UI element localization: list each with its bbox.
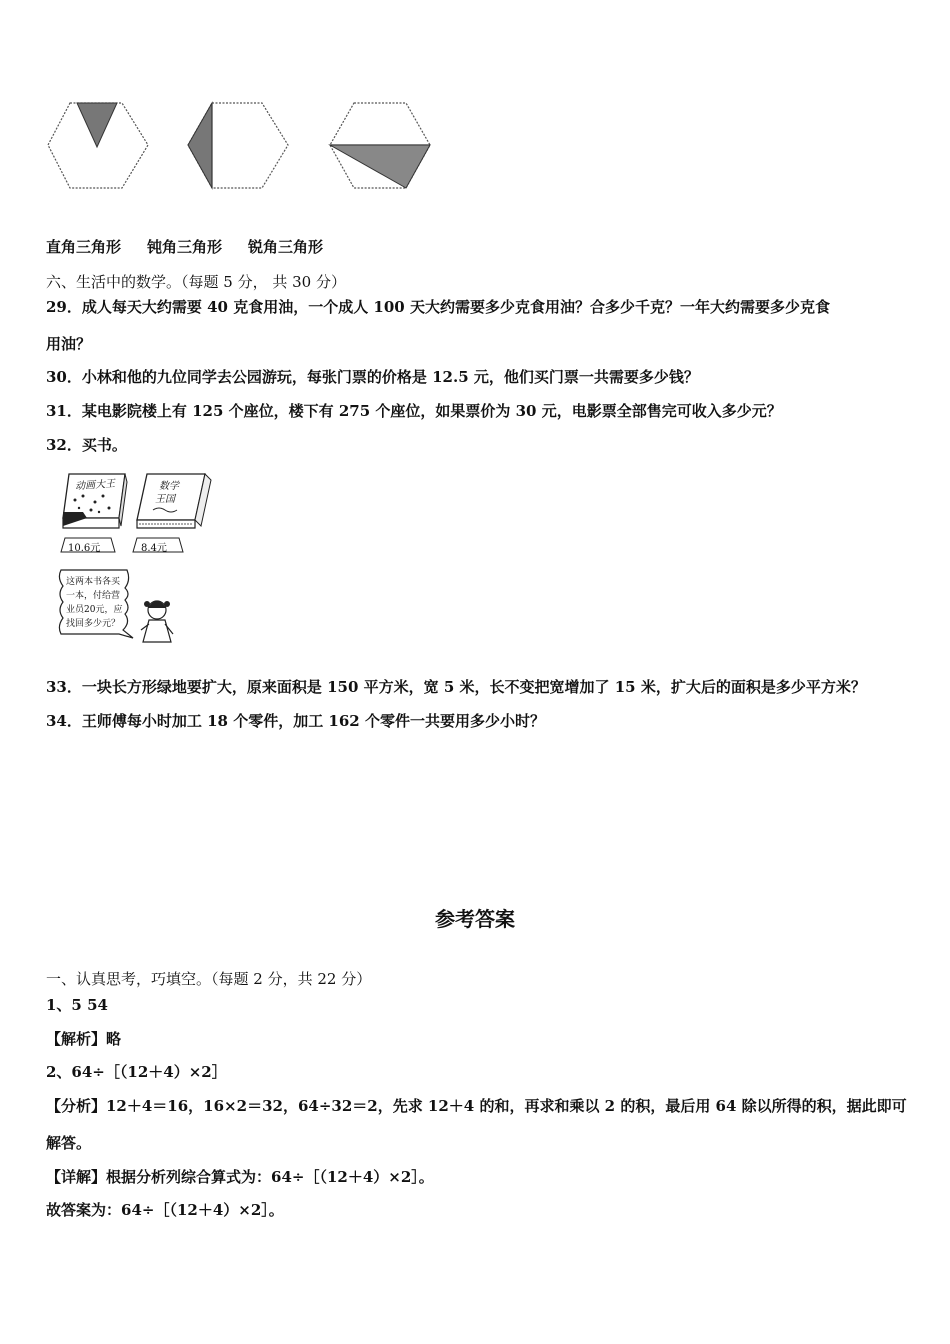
speech-bubble-illustration: [55, 566, 185, 648]
shaded-triangle-3: [330, 145, 430, 188]
question-30: 30．小林和他的九位同学去公园游玩，每张门票的价格是 12.5 元，他们买门票一共需要多少钱？: [46, 368, 699, 386]
triangle-label-right: 直角三角形: [46, 238, 122, 256]
answer-2-analysis: 【分析】12＋4＝16，16×2＝32，64÷32＝2，先求 12＋4 的和，再求和乘以 2 的积，最后用 64 除以所得的积，据此即可: [46, 1097, 907, 1115]
hexagon-3: [330, 103, 430, 188]
bubble-line-4: 找回多少元？: [66, 619, 121, 629]
triangle-labels: [46, 236, 349, 257]
question-33: 33．一块长方形绿地要扩大，原来面积是 150 平方米，宽 5 米，长不变把宽增加了 15 米，扩大后的面积是多少平方米？: [46, 678, 866, 696]
answers-section1-heading: 一、认真思考，巧填空。（每题 2 分，共 22 分）: [46, 970, 372, 988]
answers-title: 参考答案: [435, 907, 515, 931]
shaded-triangle-2: [188, 103, 212, 188]
books-illustration: [55, 466, 225, 558]
question-31: 31．某电影院楼上有 125 个座位，楼下有 275 个座位，如果票价为 30 元，电影票全部售完可收入多少元？: [46, 402, 782, 420]
answer-2-final: 故答案为：64÷［（12＋4）×2］。: [46, 1201, 284, 1219]
answer-2-analysis-cont: 解答。: [46, 1134, 92, 1152]
question-29: 29．成人每天大约需要 40 克食用油，一个成人 100 天大约需要多少克食用油？合多少千克？一年大约需要多少克食: [46, 298, 830, 316]
book2-price: 8.4元: [141, 543, 167, 554]
hexagon-2: [188, 103, 288, 188]
answer-2-detail: 【详解】根据分析列综合算式为：64÷［（12＋4）×2］。: [46, 1168, 434, 1186]
bubble-line-2: 一本，付给营: [66, 591, 121, 601]
question-34: 34．王师傅每小时加工 18 个零件，加工 162 个零件一共要用多少小时？: [46, 712, 545, 730]
question-29-cont: 用油？: [46, 335, 92, 353]
section6-heading: 六、生活中的数学。（每题 5 分， 共 30 分）: [46, 273, 346, 291]
hexagon-1: [48, 103, 148, 188]
triangle-label-obtuse: 钝角三角形: [147, 238, 223, 256]
answer-1: 1、5 54: [46, 996, 108, 1014]
hexagon-figures: [40, 95, 440, 200]
book1-price: 10.6元: [68, 543, 101, 554]
shaded-triangle-1: [77, 103, 117, 147]
book1-title: 动画大王: [74, 478, 116, 493]
book2-title-a: 数学: [159, 481, 179, 492]
bubble-line-3: 业员20元，应: [66, 605, 123, 615]
question-32: 32．买书。: [46, 436, 127, 454]
answer-1-analysis: 【解析】略: [46, 1030, 122, 1048]
triangle-label-acute: 锐角三角形: [248, 238, 324, 256]
bubble-line-1: 这两本书各买: [66, 577, 121, 587]
answer-2: 2、64÷［（12＋4）×2］: [46, 1063, 227, 1081]
book2-title-b: 王国: [155, 494, 175, 505]
